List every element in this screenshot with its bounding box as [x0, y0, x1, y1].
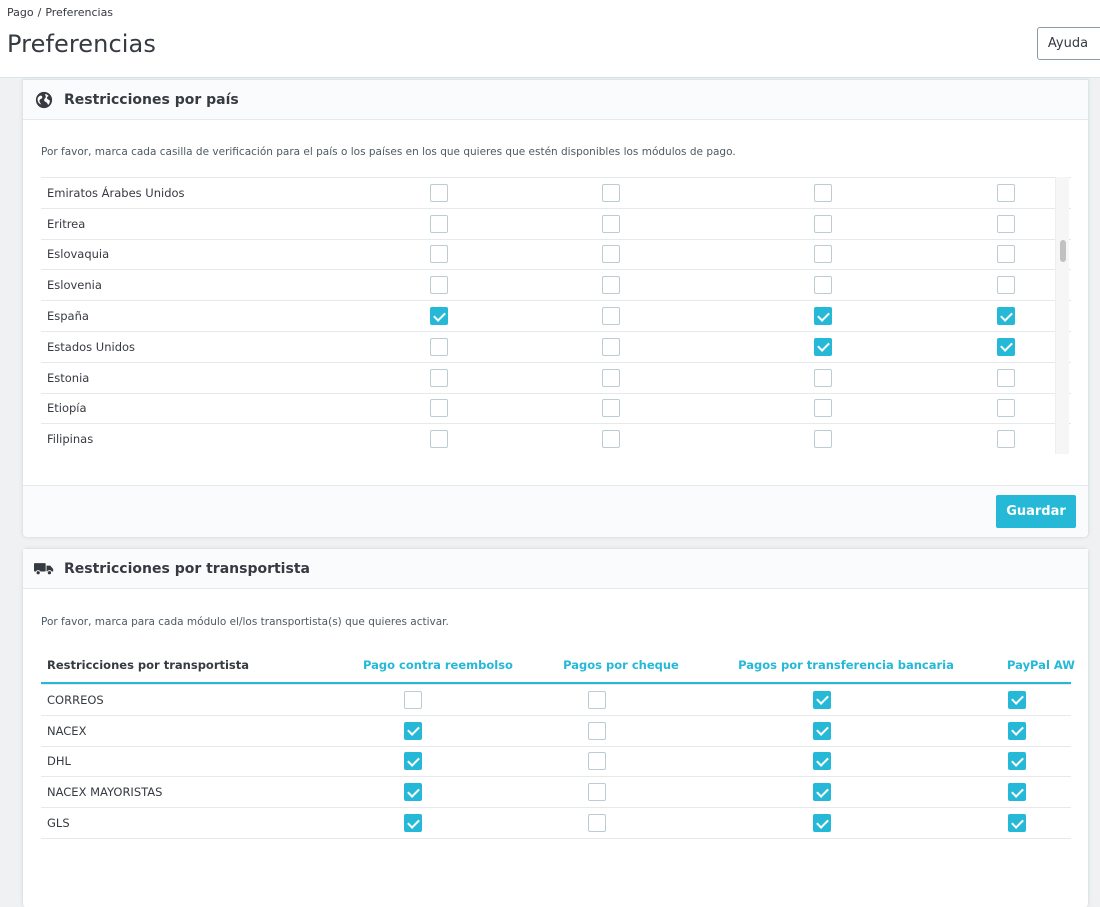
country-row-label: Emiratos Árabes Unidos — [47, 185, 185, 200]
checkbox[interactable] — [430, 215, 448, 233]
country-row — [41, 239, 1071, 270]
checkbox[interactable] — [814, 276, 832, 294]
carrier-row — [41, 746, 1071, 777]
globe-icon — [34, 90, 54, 110]
checkbox[interactable] — [1008, 752, 1026, 770]
checkbox[interactable] — [997, 369, 1015, 387]
checkbox[interactable] — [814, 307, 832, 325]
breadcrumb-parent[interactable]: Pago — [7, 6, 34, 19]
checkbox[interactable] — [997, 215, 1015, 233]
country-row-label: Estonia — [47, 370, 90, 385]
checkbox[interactable] — [997, 276, 1015, 294]
column-header-cheque: Pagos por cheque — [563, 658, 679, 672]
country-panel-description: Por favor, marca cada casilla de verificación para el país o los países en los que quieres que estén disponibles los módulos de pago. — [41, 146, 736, 158]
country-panel-footer — [23, 485, 1088, 537]
country-row — [41, 393, 1071, 424]
checkbox[interactable] — [602, 399, 620, 417]
checkbox[interactable] — [997, 245, 1015, 263]
column-header-carrier: Restricciones por transportista — [47, 658, 250, 672]
carrier-table-bottom-border — [41, 838, 1071, 839]
checkbox[interactable] — [1008, 691, 1026, 709]
checkbox[interactable] — [813, 783, 831, 801]
checkbox[interactable] — [602, 307, 620, 325]
column-header-bank-transfer: Pagos por transferencia bancaria — [738, 658, 954, 672]
country-table-scrollbar[interactable] — [1055, 177, 1069, 454]
carrier-panel-title: Restricciones por transportista — [64, 560, 310, 577]
carrier-row — [41, 684, 1071, 715]
country-row-label: Etiopía — [47, 401, 87, 416]
checkbox[interactable] — [814, 184, 832, 202]
truck-icon — [34, 559, 54, 579]
checkbox[interactable] — [404, 752, 422, 770]
checkbox[interactable] — [997, 307, 1015, 325]
country-row — [41, 177, 1071, 208]
checkbox[interactable] — [602, 276, 620, 294]
country-panel-heading — [23, 80, 1088, 120]
carrier-panel-description: Por favor, marca para cada módulo el/los transportista(s) que quieres activar. — [41, 616, 449, 628]
country-restrictions-panel — [22, 79, 1089, 538]
checkbox[interactable] — [430, 245, 448, 263]
checkbox[interactable] — [814, 399, 832, 417]
checkbox[interactable] — [997, 399, 1015, 417]
checkbox[interactable] — [404, 691, 422, 709]
save-button[interactable]: Guardar — [996, 495, 1076, 528]
checkbox[interactable] — [602, 338, 620, 356]
carrier-table — [41, 646, 1075, 838]
checkbox[interactable] — [404, 814, 422, 832]
country-row-label: Eslovaquia — [47, 247, 110, 262]
scrollbar-thumb[interactable] — [1060, 240, 1066, 262]
checkbox[interactable] — [588, 814, 606, 832]
checkbox[interactable] — [602, 245, 620, 263]
checkbox[interactable] — [1008, 722, 1026, 740]
country-row-label: Eslovenia — [47, 278, 102, 293]
checkbox[interactable] — [1008, 814, 1026, 832]
checkbox[interactable] — [814, 215, 832, 233]
country-row — [41, 331, 1071, 362]
carrier-row-label: NACEX — [47, 723, 87, 738]
checkbox[interactable] — [602, 369, 620, 387]
checkbox[interactable] — [602, 215, 620, 233]
carrier-row-label: CORREOS — [47, 692, 104, 707]
country-row — [41, 423, 1071, 454]
checkbox[interactable] — [430, 276, 448, 294]
checkbox[interactable] — [1008, 783, 1026, 801]
column-header-paypal: PayPal AW — [1007, 658, 1075, 672]
carrier-row-label: DHL — [47, 754, 71, 769]
page-header — [0, 0, 1100, 78]
country-row-label: Filipinas — [47, 432, 94, 447]
checkbox[interactable] — [430, 338, 448, 356]
checkbox[interactable] — [404, 722, 422, 740]
checkbox[interactable] — [588, 722, 606, 740]
carrier-row-label: GLS — [47, 816, 70, 831]
checkbox[interactable] — [430, 430, 448, 448]
checkbox[interactable] — [430, 369, 448, 387]
help-button[interactable]: Ayuda — [1037, 27, 1100, 60]
checkbox[interactable] — [430, 307, 448, 325]
checkbox[interactable] — [997, 184, 1015, 202]
breadcrumb-separator: / — [37, 6, 42, 19]
country-row-label: Eritrea — [47, 216, 86, 231]
checkbox[interactable] — [813, 722, 831, 740]
checkbox[interactable] — [588, 752, 606, 770]
carrier-row-label: NACEX MAYORISTAS — [47, 785, 163, 800]
breadcrumb-current: Preferencias — [45, 6, 114, 19]
country-panel-title: Restricciones por país — [64, 91, 239, 108]
breadcrumb — [7, 6, 113, 19]
country-row-label: Estados Unidos — [47, 339, 136, 354]
checkbox[interactable] — [602, 430, 620, 448]
checkbox[interactable] — [430, 399, 448, 417]
checkbox[interactable] — [814, 338, 832, 356]
carrier-row — [41, 807, 1071, 838]
checkbox[interactable] — [813, 814, 831, 832]
checkbox[interactable] — [813, 691, 831, 709]
checkbox[interactable] — [404, 783, 422, 801]
checkbox[interactable] — [814, 245, 832, 263]
page-title: Preferencias — [7, 30, 156, 58]
country-row — [41, 208, 1071, 239]
checkbox[interactable] — [588, 783, 606, 801]
carrier-row — [41, 715, 1071, 746]
column-header-cash-on-delivery: Pago contra reembolso — [363, 658, 513, 672]
checkbox[interactable] — [814, 369, 832, 387]
country-row — [41, 269, 1071, 300]
checkbox[interactable] — [588, 691, 606, 709]
carrier-row — [41, 776, 1071, 807]
checkbox[interactable] — [430, 184, 448, 202]
country-table — [41, 177, 1071, 454]
checkbox[interactable] — [813, 752, 831, 770]
carrier-panel-heading — [23, 549, 1088, 589]
carrier-restrictions-panel — [22, 548, 1089, 907]
country-row — [41, 362, 1071, 393]
country-row-label: España — [47, 309, 89, 324]
carrier-table-header — [41, 646, 1075, 684]
checkbox[interactable] — [602, 184, 620, 202]
checkbox[interactable] — [814, 430, 832, 448]
country-row — [41, 300, 1071, 331]
checkbox[interactable] — [997, 430, 1015, 448]
checkbox[interactable] — [997, 338, 1015, 356]
